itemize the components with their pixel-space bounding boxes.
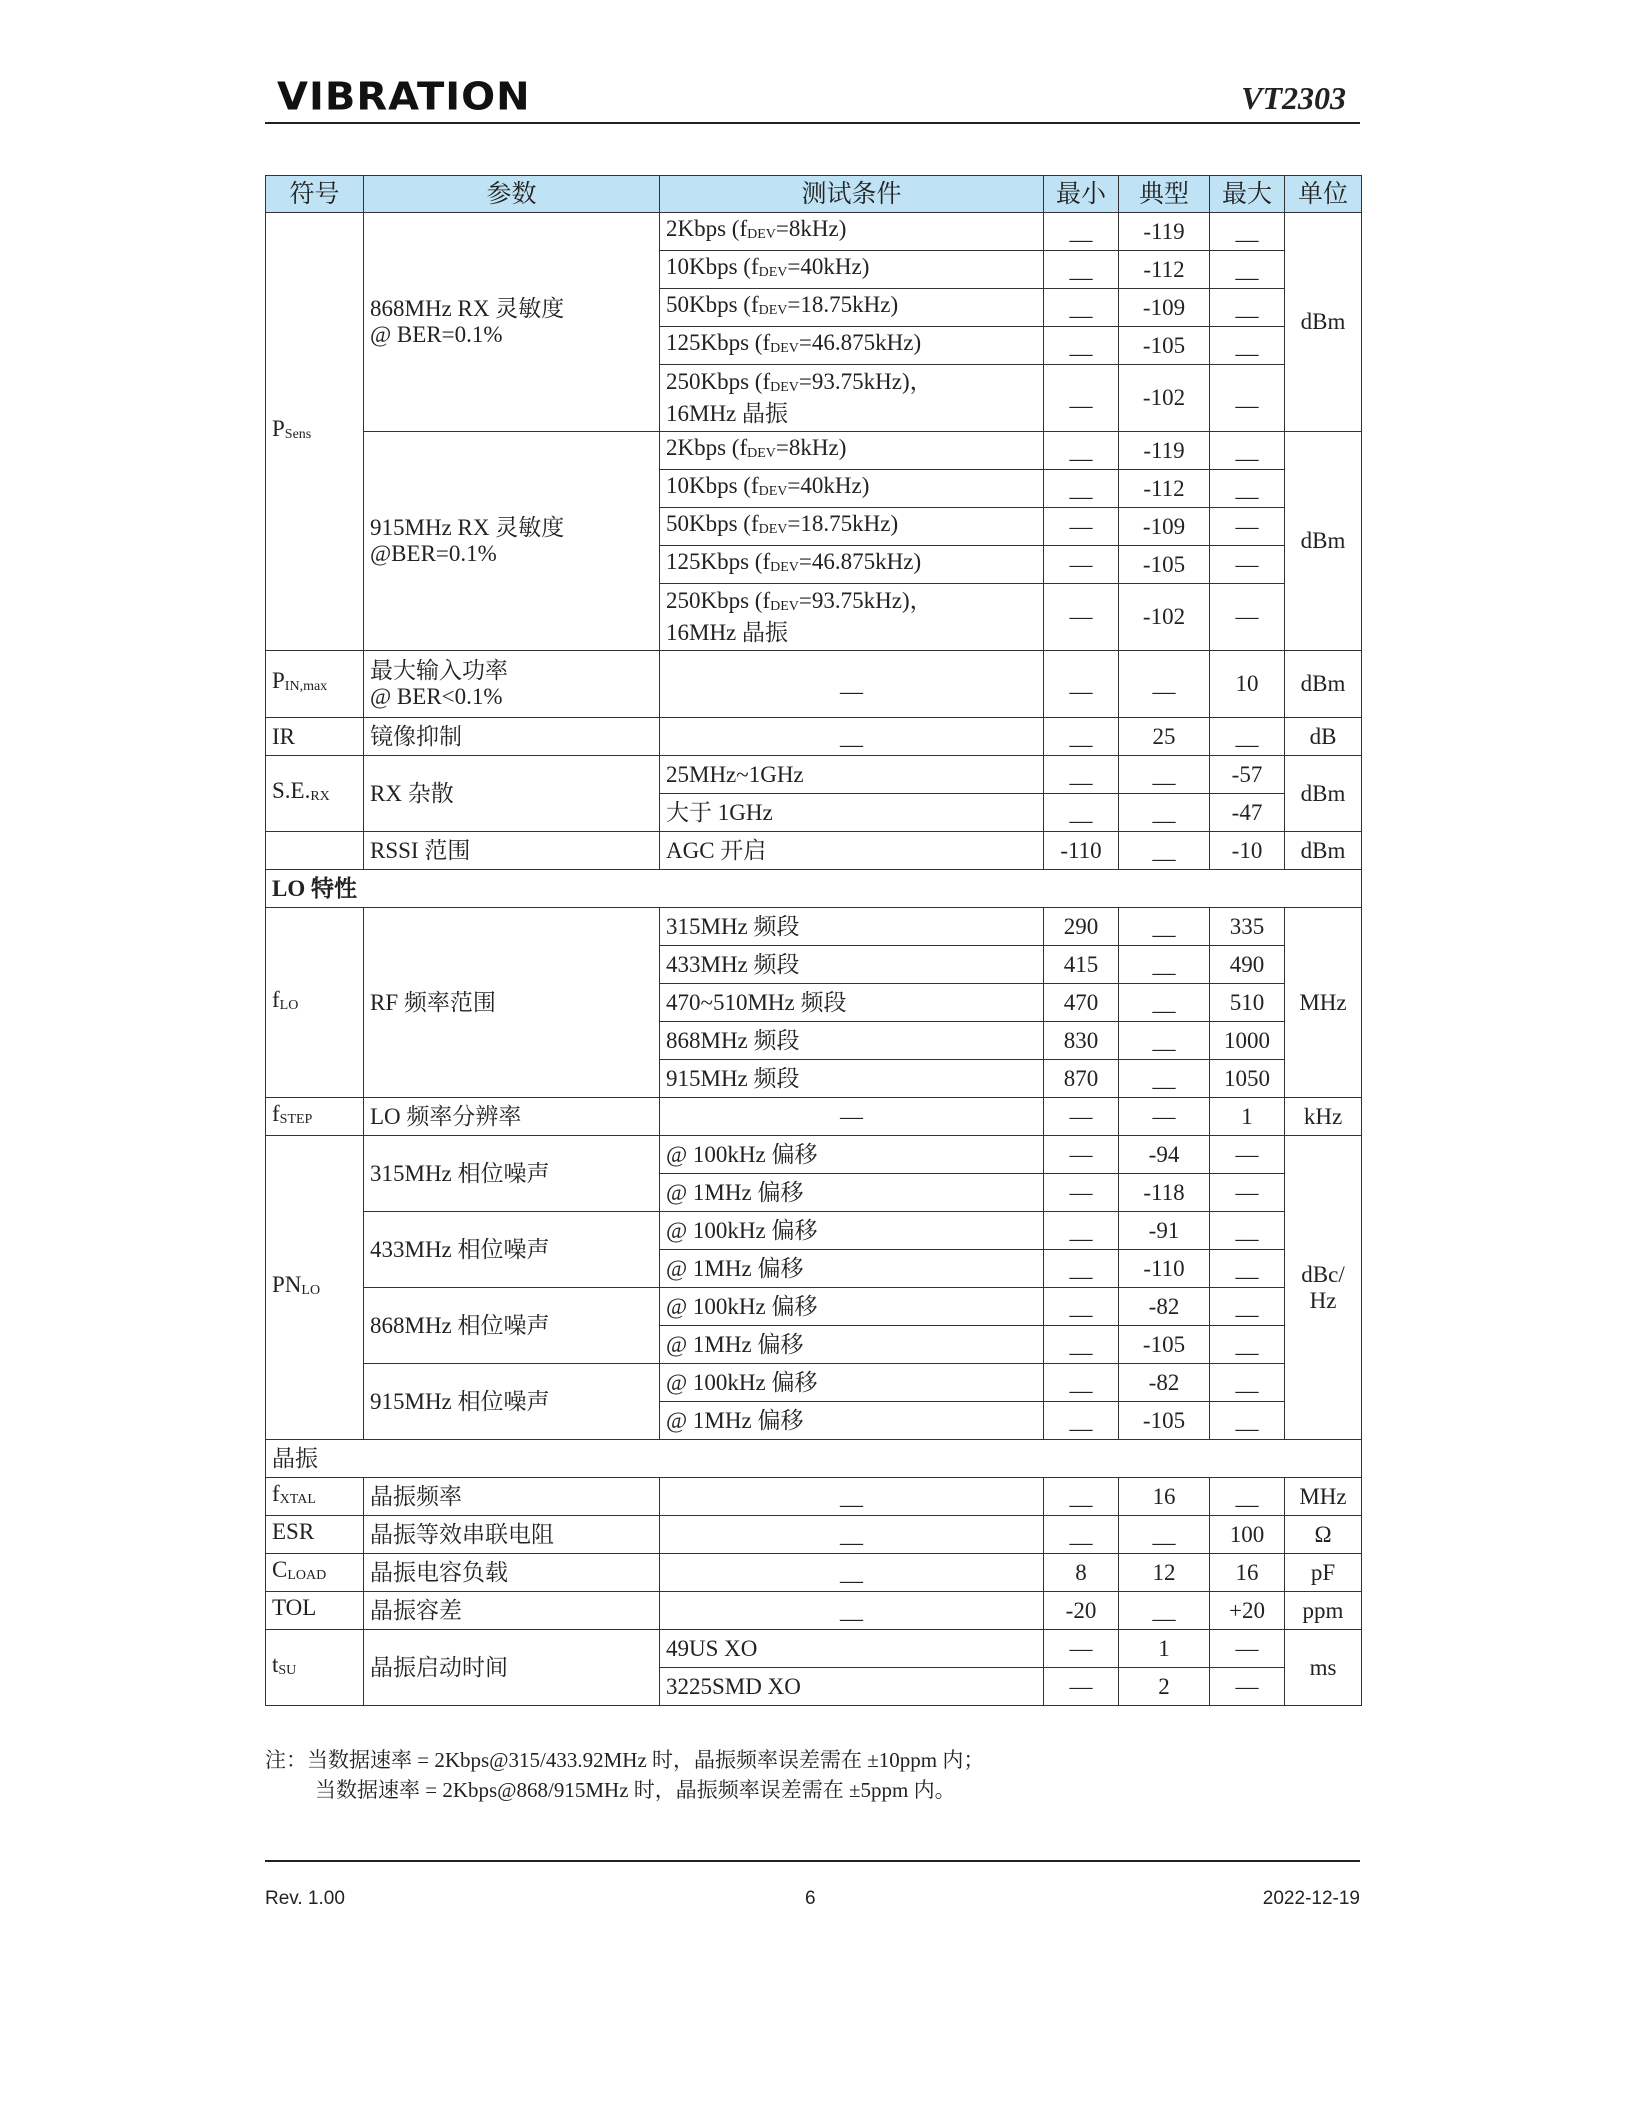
param-cell: 915MHz RX 灵敏度 @BER=0.1% [364, 432, 660, 651]
cond-cell: 125Kbps (fDEV=46.875kHz) [660, 327, 1044, 365]
table-row [266, 1212, 1362, 1250]
max-cell: __ [1210, 327, 1285, 365]
table-row [266, 651, 1362, 718]
min-cell: -110 [1044, 832, 1119, 870]
param-cell: RX 杂散 [364, 756, 660, 832]
unit-cell: kHz [1285, 1098, 1362, 1136]
min-cell: __ [1044, 251, 1119, 289]
max-cell: 100 [1210, 1516, 1285, 1554]
typ-cell: -82 [1119, 1364, 1210, 1402]
unit-cell: dBm [1285, 651, 1362, 718]
cond-cell: @ 100kHz 偏移 [660, 1136, 1044, 1174]
table-header-row [266, 176, 1362, 213]
typ-cell: 1 [1119, 1630, 1210, 1668]
cond-cell: 915MHz 频段 [660, 1060, 1044, 1098]
param-cell: 868MHz RX 灵敏度 @ BER=0.1% [364, 213, 660, 432]
min-cell: 870 [1044, 1060, 1119, 1098]
max-cell: 16 [1210, 1554, 1285, 1592]
table-row [266, 908, 1362, 946]
table-row [266, 1592, 1362, 1630]
max-cell: 510 [1210, 984, 1285, 1022]
max-cell: __ [1210, 1288, 1285, 1326]
min-cell: __ [1044, 1250, 1119, 1288]
param-cell: LO 频率分辨率 [364, 1098, 660, 1136]
max-cell: 490 [1210, 946, 1285, 984]
max-cell: — [1210, 584, 1285, 651]
max-cell: -10 [1210, 832, 1285, 870]
cond-cell: 250Kbps (fDEV=93.75kHz)， 16MHz 晶振 [660, 365, 1044, 432]
cond-cell: 470~510MHz 频段 [660, 984, 1044, 1022]
max-cell: __ [1210, 1402, 1285, 1440]
min-cell: — [1044, 546, 1119, 584]
typ-cell: -118 [1119, 1174, 1210, 1212]
max-cell: __ [1210, 365, 1285, 432]
min-cell: — [1044, 1136, 1119, 1174]
cond-cell: 125Kbps (fDEV=46.875kHz) [660, 546, 1044, 584]
min-cell: 415 [1044, 946, 1119, 984]
min-cell: — [1044, 508, 1119, 546]
min-cell: __ [1044, 289, 1119, 327]
section-row [266, 1440, 1362, 1478]
model-number: VT2303 [1241, 80, 1346, 116]
typ-cell: -102 [1119, 584, 1210, 651]
symbol-cell [266, 832, 364, 870]
cond-cell: @ 1MHz 偏移 [660, 1250, 1044, 1288]
param-cell: 晶振容差 [364, 1592, 660, 1630]
table-row [266, 1516, 1362, 1554]
max-cell: __ [1210, 289, 1285, 327]
max-cell: — [1210, 1136, 1285, 1174]
unit-cell: dB [1285, 718, 1362, 756]
typ-cell: — [1119, 1098, 1210, 1136]
typ-cell: -105 [1119, 1402, 1210, 1440]
cond-cell: 3225SMD XO [660, 1668, 1044, 1706]
symbol-cell: fLO [266, 908, 364, 1098]
min-cell: __ [1044, 718, 1119, 756]
cond-cell: 10Kbps (fDEV=40kHz) [660, 251, 1044, 289]
table-row [266, 832, 1362, 870]
min-cell: __ [1044, 1288, 1119, 1326]
col-min: 最小 [1044, 176, 1119, 213]
section-row [266, 870, 1362, 908]
typ-cell: __ [1119, 984, 1210, 1022]
table-row [266, 432, 1362, 470]
symbol-cell: fXTAL [266, 1478, 364, 1516]
typ-cell: -105 [1119, 546, 1210, 584]
table-row [266, 1478, 1362, 1516]
symbol-cell: PNLO [266, 1136, 364, 1440]
table-row [266, 1136, 1362, 1174]
unit-cell: dBc/ Hz [1285, 1136, 1362, 1440]
max-cell: __ [1210, 432, 1285, 470]
symbol-cell: IR [266, 718, 364, 756]
unit-cell: MHz [1285, 1478, 1362, 1516]
min-cell: __ [1044, 1402, 1119, 1440]
unit-cell: ms [1285, 1630, 1362, 1706]
table-row [266, 1630, 1362, 1668]
col-symbol: 符号 [266, 176, 364, 213]
min-cell: — [1044, 1174, 1119, 1212]
symbol-cell: CLOAD [266, 1554, 364, 1592]
param-cell: 915MHz 相位噪声 [364, 1364, 660, 1440]
min-cell: __ [1044, 1364, 1119, 1402]
min-cell: __ [1044, 327, 1119, 365]
unit-cell: pF [1285, 1554, 1362, 1592]
table-row [266, 1554, 1362, 1592]
date-label: 2022-12-19 [1262, 1888, 1360, 1909]
cond-cell: 大于 1GHz [660, 794, 1044, 832]
typ-cell: -110 [1119, 1250, 1210, 1288]
typ-cell: 2 [1119, 1668, 1210, 1706]
cond-cell: 50Kbps (fDEV=18.75kHz) [660, 508, 1044, 546]
symbol-cell: fSTEP [266, 1098, 364, 1136]
min-cell: __ [1044, 1516, 1119, 1554]
param-cell: 晶振启动时间 [364, 1630, 660, 1706]
unit-cell: ppm [1285, 1592, 1362, 1630]
cond-cell: @ 1MHz 偏移 [660, 1174, 1044, 1212]
typ-cell: -102 [1119, 365, 1210, 432]
note-line-1: 注：当数据速率 = 2Kbps@315/433.92MHz 时，晶振频率误差需在 ±10ppm 内； [265, 1748, 985, 1772]
cond-cell: AGC 开启 [660, 832, 1044, 870]
cond-cell: 25MHz~1GHz [660, 756, 1044, 794]
typ-cell: -82 [1119, 1288, 1210, 1326]
min-cell: __ [1044, 213, 1119, 251]
typ-cell: -94 [1119, 1136, 1210, 1174]
min-cell: __ [1044, 1212, 1119, 1250]
revision-label: Rev. 1.00 [265, 1888, 345, 1909]
max-cell: __ [1210, 213, 1285, 251]
max-cell: __ [1210, 1250, 1285, 1288]
unit-cell: dBm [1285, 756, 1362, 832]
note-line-2: 当数据速率 = 2Kbps@868/915MHz 时，晶振频率误差需在 ±5ppm 内。 [315, 1778, 956, 1802]
min-cell: 290 [1044, 908, 1119, 946]
section-title: LO 特性 [266, 870, 1362, 908]
max-cell: — [1210, 508, 1285, 546]
cond-cell: 433MHz 频段 [660, 946, 1044, 984]
min-cell: __ [1044, 794, 1119, 832]
cond-cell: 315MHz 频段 [660, 908, 1044, 946]
max-cell: — [1210, 1630, 1285, 1668]
typ-cell: -105 [1119, 327, 1210, 365]
min-cell: __ [1044, 365, 1119, 432]
page-number: 6 [805, 1888, 816, 1909]
typ-cell: __ [1119, 1592, 1210, 1630]
cond-cell: @ 100kHz 偏移 [660, 1212, 1044, 1250]
typ-cell: -119 [1119, 432, 1210, 470]
typ-cell: __ [1119, 794, 1210, 832]
typ-cell: -105 [1119, 1326, 1210, 1364]
table-row [266, 1364, 1362, 1402]
param-cell: 433MHz 相位噪声 [364, 1212, 660, 1288]
unit-cell: Ω [1285, 1516, 1362, 1554]
typ-cell: __ [1119, 908, 1210, 946]
symbol-cell: PIN,max [266, 651, 364, 718]
max-cell: — [1210, 1668, 1285, 1706]
min-cell: __ [1044, 470, 1119, 508]
param-cell: 晶振电容负载 [364, 1554, 660, 1592]
param-cell: 晶振等效串联电阻 [364, 1516, 660, 1554]
min-cell: __ [1044, 1326, 1119, 1364]
cond-cell: __ [660, 1478, 1044, 1516]
max-cell: __ [1210, 1212, 1285, 1250]
col-cond: 测试条件 [660, 176, 1044, 213]
typ-cell: 25 [1119, 718, 1210, 756]
typ-cell: -112 [1119, 470, 1210, 508]
typ-cell: -119 [1119, 213, 1210, 251]
cond-cell: 868MHz 频段 [660, 1022, 1044, 1060]
table-row [266, 718, 1362, 756]
symbol-cell: ESR [266, 1516, 364, 1554]
typ-cell: __ [1119, 651, 1210, 718]
max-cell: 1 [1210, 1098, 1285, 1136]
min-cell: 8 [1044, 1554, 1119, 1592]
cond-cell: 2Kbps (fDEV=8kHz) [660, 213, 1044, 251]
param-cell: 868MHz 相位噪声 [364, 1288, 660, 1364]
cond-cell: 10Kbps (fDEV=40kHz) [660, 470, 1044, 508]
table-row [266, 1098, 1362, 1136]
cond-cell: @ 100kHz 偏移 [660, 1288, 1044, 1326]
typ-cell: -112 [1119, 251, 1210, 289]
spec-table [265, 175, 1362, 1706]
max-cell: -57 [1210, 756, 1285, 794]
typ-cell: 16 [1119, 1478, 1210, 1516]
min-cell: 830 [1044, 1022, 1119, 1060]
max-cell: __ [1210, 718, 1285, 756]
col-typ: 典型 [1119, 176, 1210, 213]
symbol-cell: tSU [266, 1630, 364, 1706]
cond-cell: @ 1MHz 偏移 [660, 1402, 1044, 1440]
typ-cell: __ [1119, 832, 1210, 870]
max-cell: __ [1210, 1326, 1285, 1364]
typ-cell: __ [1119, 946, 1210, 984]
cond-cell: 2Kbps (fDEV=8kHz) [660, 432, 1044, 470]
max-cell: 1050 [1210, 1060, 1285, 1098]
table-row [266, 213, 1362, 251]
symbol-cell: TOL [266, 1592, 364, 1630]
param-cell: 315MHz 相位噪声 [364, 1136, 660, 1212]
param-cell: 镜像抑制 [364, 718, 660, 756]
cond-cell: 250Kbps (fDEV=93.75kHz)， 16MHz 晶振 [660, 584, 1044, 651]
cond-cell: — [660, 1098, 1044, 1136]
typ-cell: __ [1119, 1516, 1210, 1554]
unit-cell: dBm [1285, 832, 1362, 870]
page-header [265, 70, 1360, 124]
max-cell: __ [1210, 1364, 1285, 1402]
max-cell: __ [1210, 251, 1285, 289]
min-cell: — [1044, 1098, 1119, 1136]
symbol-cell: S.E.RX [266, 756, 364, 832]
min-cell: — [1044, 1630, 1119, 1668]
min-cell: __ [1044, 1478, 1119, 1516]
max-cell: 335 [1210, 908, 1285, 946]
page-footer [265, 1860, 1360, 1909]
cond-cell: __ [660, 718, 1044, 756]
typ-cell: __ [1119, 756, 1210, 794]
brand-logo: VIBRATION [277, 75, 531, 119]
max-cell: __ [1210, 1478, 1285, 1516]
min-cell: 470 [1044, 984, 1119, 1022]
min-cell: — [1044, 1668, 1119, 1706]
unit-cell: MHz [1285, 908, 1362, 1098]
cond-cell: __ [660, 651, 1044, 718]
cond-cell: 49US XO [660, 1630, 1044, 1668]
typ-cell: -109 [1119, 289, 1210, 327]
cond-cell: @ 1MHz 偏移 [660, 1326, 1044, 1364]
cond-cell: __ [660, 1516, 1044, 1554]
symbol-cell: PSens [266, 213, 364, 651]
cond-cell: __ [660, 1554, 1044, 1592]
typ-cell: __ [1119, 1060, 1210, 1098]
max-cell: 1000 [1210, 1022, 1285, 1060]
typ-cell: -91 [1119, 1212, 1210, 1250]
min-cell: -20 [1044, 1592, 1119, 1630]
typ-cell: -109 [1119, 508, 1210, 546]
cond-cell: __ [660, 1592, 1044, 1630]
unit-cell: dBm [1285, 213, 1362, 432]
param-cell: RF 频率范围 [364, 908, 660, 1098]
typ-cell: 12 [1119, 1554, 1210, 1592]
unit-cell: dBm [1285, 432, 1362, 651]
max-cell: — [1210, 546, 1285, 584]
table-notes [265, 1745, 984, 1805]
cond-cell: @ 100kHz 偏移 [660, 1364, 1044, 1402]
col-max: 最大 [1210, 176, 1285, 213]
param-cell: 最大输入功率 @ BER<0.1% [364, 651, 660, 718]
min-cell: __ [1044, 756, 1119, 794]
cond-cell: 50Kbps (fDEV=18.75kHz) [660, 289, 1044, 327]
typ-cell: __ [1119, 1022, 1210, 1060]
min-cell: — [1044, 584, 1119, 651]
max-cell: -47 [1210, 794, 1285, 832]
min-cell: __ [1044, 432, 1119, 470]
table-row [266, 1288, 1362, 1326]
param-cell: RSSI 范围 [364, 832, 660, 870]
param-cell: 晶振频率 [364, 1478, 660, 1516]
min-cell: __ [1044, 651, 1119, 718]
max-cell: __ [1210, 470, 1285, 508]
section-title: 晶振 [266, 1440, 1362, 1478]
max-cell: 10 [1210, 651, 1285, 718]
max-cell: — [1210, 1174, 1285, 1212]
table-row [266, 756, 1362, 794]
max-cell: +20 [1210, 1592, 1285, 1630]
col-param: 参数 [364, 176, 660, 213]
col-unit: 单位 [1285, 176, 1362, 213]
